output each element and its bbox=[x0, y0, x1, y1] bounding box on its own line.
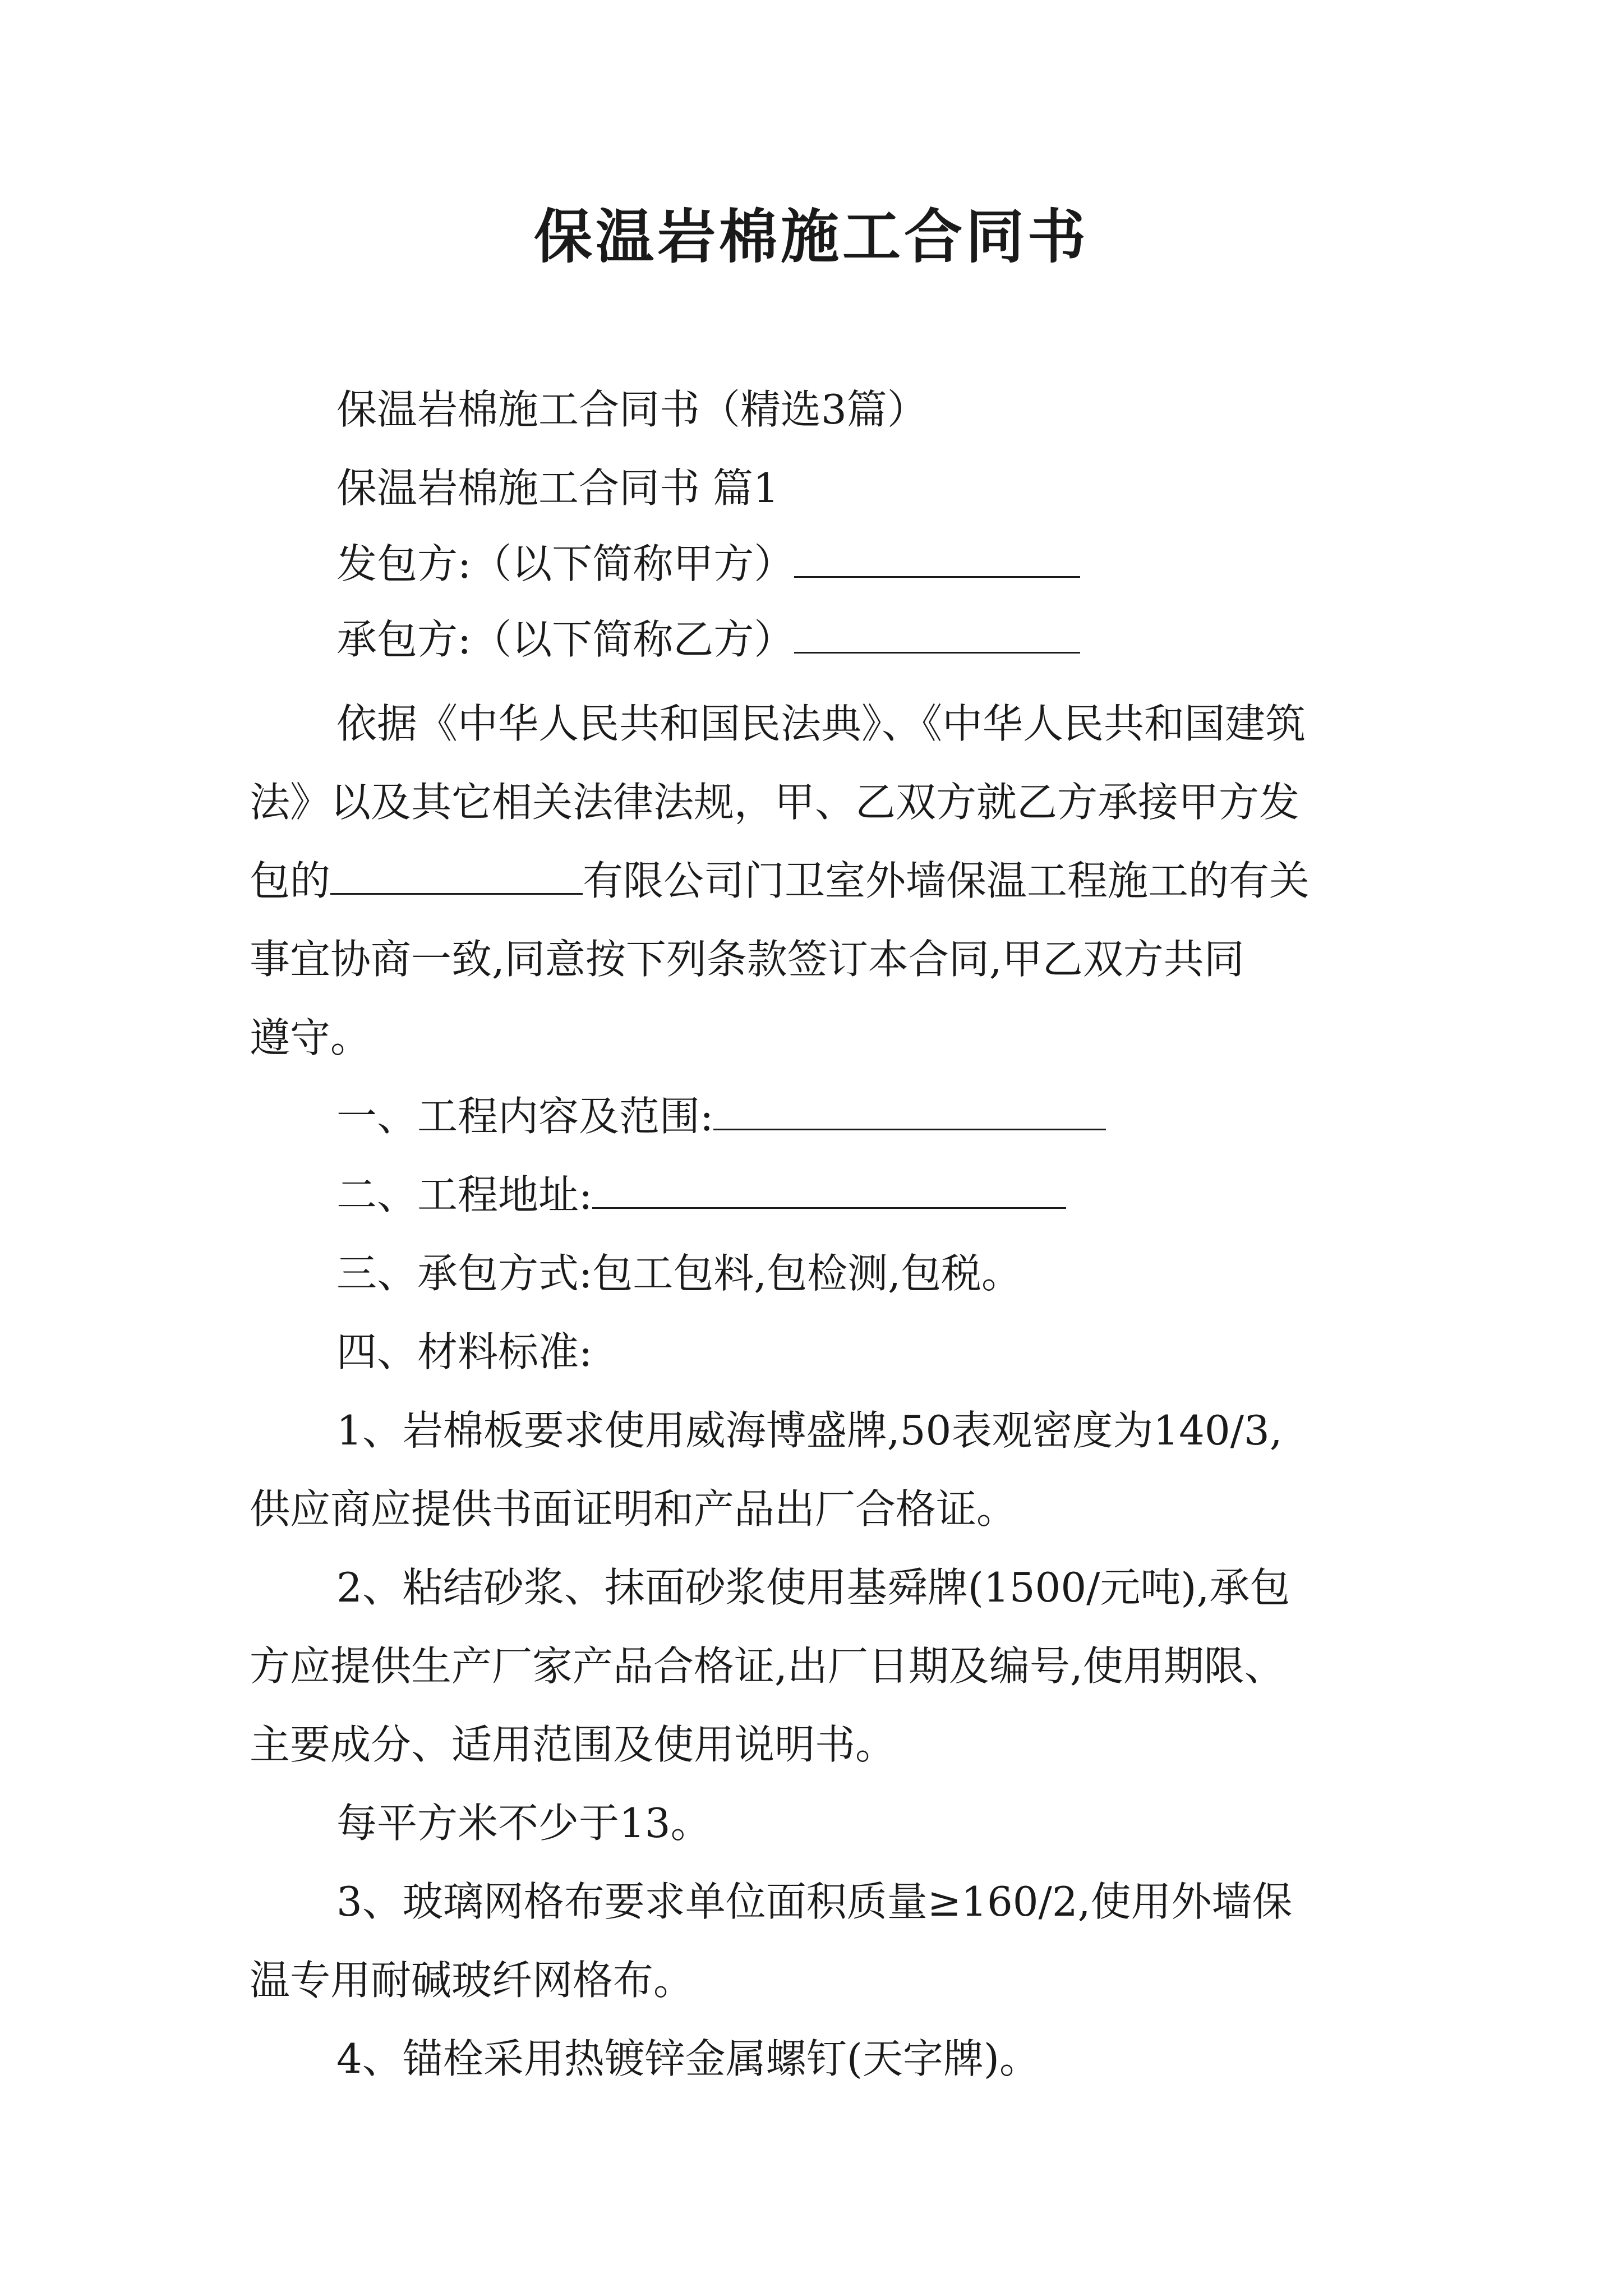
item-1-line bbox=[336, 1402, 1283, 1458]
paragraph-text: 法》以及其它相关法律法规，甲、乙双方就乙方承接甲方发 bbox=[250, 779, 1300, 826]
item-text: 4、锚栓采用热镀锌金属螺钉(天字牌)。 bbox=[336, 2035, 1040, 2082]
item-text: 3、玻璃网格布要求单位面积质量≥160/2,使用外墙保 bbox=[336, 1878, 1293, 1925]
clause-address bbox=[336, 1167, 1066, 1223]
company-blank bbox=[330, 857, 583, 895]
paragraph-text: 遵守。 bbox=[250, 1014, 371, 1061]
item-3-line bbox=[250, 1952, 694, 2008]
section-heading-text: 保温岩棉施工合同书 篇1 bbox=[336, 464, 779, 512]
item-text: 主要成分、适用范围及使用说明书。 bbox=[250, 1721, 896, 1768]
body-paragraph-line bbox=[250, 1010, 371, 1066]
body-paragraph-line bbox=[250, 774, 1299, 830]
item-4-line bbox=[336, 2031, 1040, 2087]
item-2-line bbox=[336, 1559, 1290, 1616]
item-2-line bbox=[250, 1717, 896, 1773]
party-a-label: 发包方:（以下简称甲方） bbox=[336, 540, 795, 587]
clause-text: 二、工程地址: bbox=[336, 1171, 593, 1218]
item-3-line bbox=[336, 1874, 1293, 1930]
paragraph-text: 包的 bbox=[250, 857, 331, 904]
party-b-line bbox=[336, 611, 1080, 668]
scope-blank bbox=[713, 1093, 1106, 1130]
clause-material-standard bbox=[336, 1324, 592, 1380]
paragraph-text: 有限公司门卫室外墙保温工程施工的有关 bbox=[583, 857, 1310, 904]
item-text: 供应商应提供书面证明和产品出厂合格证。 bbox=[250, 1485, 1017, 1533]
item-text: 2、粘结砂浆、抹面砂浆使用基舜牌(1500/元吨),承包 bbox=[336, 1564, 1290, 1611]
subtitle-line bbox=[336, 381, 928, 438]
document-title: 保温岩棉施工合同书 bbox=[533, 202, 1089, 271]
paragraph-text: 事宜协商一致,同意按下列条款签订本合同,甲乙双方共同 bbox=[250, 936, 1244, 983]
clause-scope bbox=[336, 1088, 1106, 1144]
clause-contract-mode bbox=[336, 1245, 1022, 1301]
party-a-blank bbox=[794, 540, 1080, 578]
party-a-line bbox=[336, 536, 1080, 592]
body-paragraph-line bbox=[250, 931, 1244, 987]
item-2-note bbox=[336, 1795, 711, 1851]
body-paragraph-line bbox=[336, 696, 1306, 752]
item-1-line bbox=[250, 1481, 1017, 1537]
party-b-label: 承包方:（以下简称乙方） bbox=[336, 616, 795, 663]
item-text: 方应提供生产厂家产品合格证,出厂日期及编号,使用期限、 bbox=[250, 1642, 1285, 1690]
clause-text: 四、材料标准: bbox=[336, 1328, 593, 1375]
section-heading bbox=[336, 460, 779, 516]
paragraph-text: 依据《中华人民共和国民法典》、《中华人民共和国建筑 bbox=[336, 700, 1306, 747]
subtitle-text: 保温岩棉施工合同书（精选3篇） bbox=[336, 386, 928, 433]
item-text: 每平方米不少于13。 bbox=[336, 1800, 711, 1847]
clause-text: 三、承包方式:包工包料,包检测,包税。 bbox=[336, 1250, 1022, 1297]
address-blank bbox=[592, 1171, 1066, 1209]
item-text: 1、岩棉板要求使用威海博盛牌,50表观密度为140/3, bbox=[336, 1407, 1283, 1454]
party-b-blank bbox=[794, 616, 1080, 654]
body-paragraph-line bbox=[250, 853, 1310, 909]
item-text: 温专用耐碱玻纤网格布。 bbox=[250, 1957, 694, 2004]
item-2-line bbox=[250, 1638, 1285, 1694]
clause-text: 一、工程内容及范围: bbox=[336, 1093, 714, 1140]
